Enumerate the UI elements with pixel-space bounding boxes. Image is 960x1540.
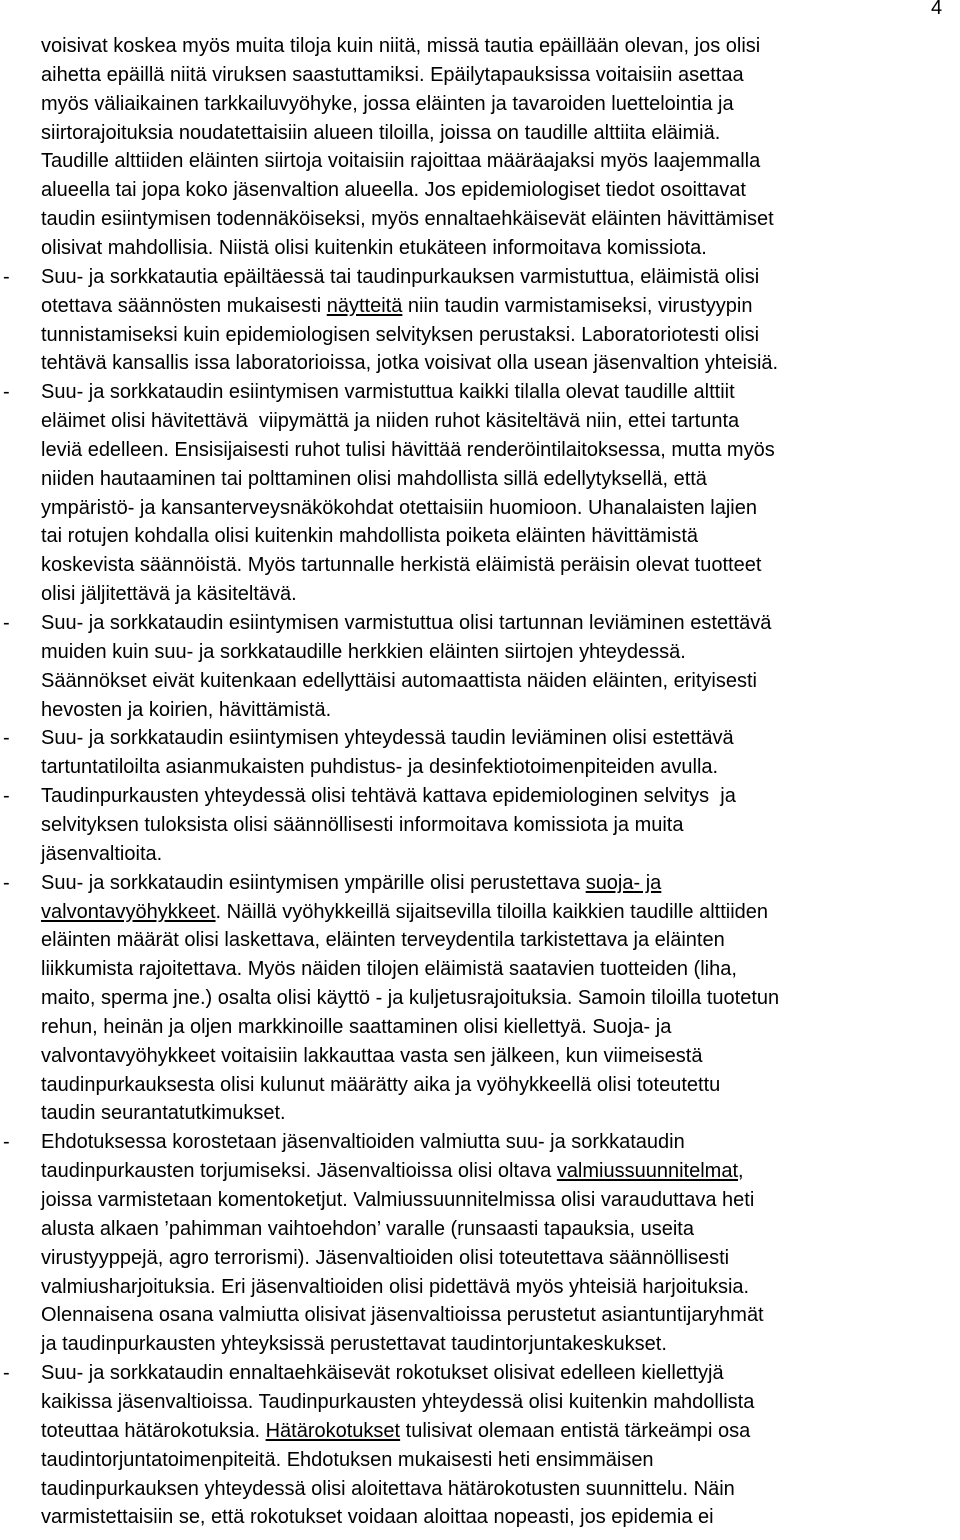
text-line bbox=[41, 1390, 754, 1414]
underlined-text: Hätärokotukset bbox=[265, 1419, 401, 1442]
underlined-text: valvontavyöhykkeet bbox=[41, 900, 216, 923]
text-line bbox=[41, 323, 759, 347]
text-segment: ympäristö- ja kansanterveysnäkökohdat otettaisiin huomioon. Uhanalaisten lajien bbox=[41, 496, 757, 519]
text-line bbox=[41, 842, 162, 866]
text-line bbox=[41, 1246, 729, 1270]
text-segment: taudinpurkauksesta olisi kulunut määrätty aika ja vyöhykkeellä olisi toteutettu bbox=[41, 1073, 721, 1096]
text-segment: niiden hautaaminen tai polttaminen olisi mahdollista sillä edellytyksellä, että bbox=[41, 467, 707, 490]
text-segment: koskevista säännöistä. Myös tartunnalle herkistä eläimistä peräisin olevat tuotteet bbox=[41, 554, 762, 577]
text-segment: toteuttaa hätärokotuksia. bbox=[41, 1419, 266, 1442]
text-segment: jäsenvaltioita. bbox=[41, 842, 163, 865]
text-line bbox=[41, 1361, 724, 1385]
text-line bbox=[41, 438, 775, 462]
text-line bbox=[41, 63, 744, 87]
text-line bbox=[41, 669, 757, 693]
list-bullet-dash: - bbox=[3, 612, 10, 634]
text-segment: olisi jäljitettävä ja käsiteltävä. bbox=[41, 583, 297, 606]
list-bullet-dash: - bbox=[3, 265, 10, 288]
list-bullet-dash: - bbox=[3, 381, 10, 404]
text-line bbox=[41, 813, 683, 837]
text-segment: Taudinpurkausten yhteydessä olisi tehtävä kattava epidemiologinen selvitys ja bbox=[41, 785, 736, 808]
text-segment: taudin seurantatutkimukset. bbox=[41, 1102, 286, 1125]
text-line bbox=[41, 409, 739, 433]
text-line bbox=[41, 1448, 654, 1472]
text-line bbox=[41, 1332, 667, 1356]
text-segment: tartuntatiloilta asianmukaisten puhdistus- ja desinfektiotoimenpiteiden avulla. bbox=[41, 756, 719, 779]
text-line bbox=[41, 640, 686, 664]
text-line bbox=[41, 1217, 694, 1241]
text-line bbox=[41, 149, 760, 173]
text-line bbox=[41, 496, 757, 520]
text-segment: rehun, heinän ja oljen markkinoille saattaminen olisi kiellettyä. Suoja- ja bbox=[41, 1015, 672, 1038]
text-line bbox=[41, 1101, 286, 1125]
text-segment: eläimet olisi hävitettävä viipymättä ja niiden ruhot käsiteltävä niin, ettei tartunta bbox=[41, 410, 740, 433]
text-segment: virustyyppejä, agro terrorismi). Jäsenvaltioiden olisi toteutettava säännöllisesti bbox=[41, 1246, 730, 1269]
text-segment: tai rotujen kohdalla olisi kuitenkin mahdollista poiketa eläinten hävittämistä bbox=[41, 525, 699, 548]
text-segment: alueella tai jopa koko jäsenvaltion alueella. Jos epidemiologiset tiedot osoittavat bbox=[41, 179, 746, 202]
text-segment: niin taudin varmistamiseksi, virustyypin bbox=[402, 294, 753, 317]
text-segment: joissa varmistetaan komentoketjut. Valmiussuunnitelmissa olisi varauduttava heti bbox=[41, 1189, 755, 1211]
text-line bbox=[41, 553, 761, 577]
text-line bbox=[41, 611, 771, 635]
text-line bbox=[41, 755, 718, 779]
text-line bbox=[41, 1419, 750, 1443]
text-line bbox=[41, 380, 735, 404]
text-segment: Suu- ja sorkkataudin esiintymisen yhteydessä taudin leviäminen olisi estettävä bbox=[41, 727, 734, 750]
text-segment: maito, sperma jne.) osalta olisi käyttö - ja kuljetusrajoituksia. Samoin tiloilla tuotetun bbox=[41, 987, 780, 1010]
underlined-text: valmiussuunnitelmat bbox=[556, 1160, 739, 1183]
text-line bbox=[41, 1477, 735, 1501]
text-segment: aihetta epäillä niitä viruksen saastuttamiksi. Epäilytapauksissa voitaisiin asettaa bbox=[41, 63, 744, 86]
text-segment: taudintorjuntatoimenpiteitä. Ehdotuksen mukaisesti heti ensimmäisen bbox=[41, 1448, 654, 1471]
underlined-text: näytteitä bbox=[326, 294, 403, 317]
text-segment: taudin esiintymisen todennäköiseksi, myös ennaltaehkäisevät eläinten hävittämiset bbox=[41, 208, 774, 231]
text-line bbox=[41, 1159, 744, 1183]
text-line bbox=[41, 1015, 671, 1039]
text-line bbox=[41, 178, 746, 202]
text-segment: tulisivat olemaan entistä tärkeämpi osa bbox=[400, 1419, 751, 1442]
text-segment: valvontavyöhykkeet voitaisiin lakkauttaa vasta sen jälkeen, kun viimeisestä bbox=[41, 1044, 703, 1067]
text-line bbox=[41, 582, 297, 606]
text-line bbox=[41, 351, 778, 375]
text-segment: Suu- ja sorkkataudin esiintymisen varmistuttua kaikki tilalla olevat taudille alttiit bbox=[41, 381, 735, 404]
text-line bbox=[41, 784, 736, 808]
text-line bbox=[41, 34, 760, 58]
text-segment: hevosten ja koirien, hävittämistä. bbox=[41, 698, 332, 721]
text-line bbox=[41, 524, 698, 548]
text-segment: voisivat koskea myös muita tiloja kuin niitä, missä tautia epäillään olevan, jos olisi bbox=[41, 35, 761, 57]
text-segment: alusta alkaen ’pahimman vaihtoehdon’ varalle (runsaasti tapauksia, useita bbox=[41, 1217, 694, 1240]
text-line bbox=[41, 871, 661, 895]
list-bullet-dash: - bbox=[3, 785, 10, 808]
text-line bbox=[41, 698, 331, 722]
text-line bbox=[41, 900, 768, 924]
text-line bbox=[41, 92, 734, 116]
text-segment: olisivat mahdollisia. Niistä olisi kuitenkin etukäteen informoitava komissiota. bbox=[41, 236, 707, 259]
text-line bbox=[41, 265, 759, 289]
list-bullet-dash: - bbox=[3, 727, 10, 750]
text-segment: muiden kuin suu- ja sorkkataudille herkkien eläinten siirtojen yhteydessä. bbox=[41, 640, 686, 663]
text-segment: Suu- ja sorkkatautia epäiltäessä tai taudinpurkauksen varmistuttua, eläimistä olisi bbox=[41, 265, 760, 288]
text-line bbox=[41, 1130, 685, 1154]
page-number: 4 bbox=[931, 0, 943, 19]
text-segment: leviä edelleen. Ensisijaisesti ruhot tulisi hävittää renderöintilaitoksessa, mutta myös bbox=[41, 438, 775, 461]
text-segment: Suu- ja sorkkataudin esiintymisen varmistuttua olisi tartunnan leviäminen estettävä bbox=[41, 612, 772, 634]
text-line bbox=[41, 1303, 764, 1327]
text-segment: eläinten määrät olisi laskettava, eläinten terveydentila tarkistettava ja eläinten bbox=[41, 929, 725, 952]
text-segment: kaikissa jäsenvaltioissa. Taudinpurkausten yhteydessä olisi kuitenkin mahdollista bbox=[41, 1390, 755, 1413]
text-line bbox=[41, 928, 725, 952]
text-segment: Säännökset eivät kuitenkaan edellyttäisi automaattista näiden eläinten, erityisesti bbox=[41, 669, 757, 692]
text-line bbox=[41, 957, 737, 981]
text-segment: Suu- ja sorkkataudin ennaltaehkäisevät rokotukset olisivat edelleen kiellettyjä bbox=[41, 1362, 724, 1385]
text-line bbox=[41, 294, 752, 318]
text-segment: Olennaisena osana valmiutta olisivat jäsenvaltioissa perustetut asiantuntijaryhmät bbox=[41, 1304, 764, 1327]
text-line bbox=[41, 121, 720, 145]
text-line bbox=[41, 986, 779, 1010]
text-line bbox=[41, 1275, 749, 1299]
text-segment: siirtorajoituksia noudatettaisiin alueen tiloilla, joissa on taudille alttiita eläimiä. bbox=[41, 121, 721, 144]
text-segment: tehtävä kansallis issa laboratorioissa, jotka voisivat olla usean jäsenvaltion yhteisiä. bbox=[41, 352, 779, 375]
underlined-text: suoja- ja bbox=[585, 871, 662, 894]
text-segment: myös väliaikainen tarkkailuvyöhyke, jossa eläinten ja tavaroiden luettelointia ja bbox=[41, 92, 734, 115]
text-segment: Suu- ja sorkkataudin esiintymisen ympärille olisi perustettava bbox=[41, 871, 586, 894]
text-line bbox=[41, 1188, 754, 1212]
text-line bbox=[41, 236, 707, 260]
text-segment: otettava säännösten mukaisesti bbox=[41, 294, 327, 317]
text-line bbox=[41, 726, 734, 750]
text-segment: varmistettaisiin se, että rokotukset voidaan aloittaa nopeasti, jos epidemia ei bbox=[41, 1506, 714, 1529]
list-bullet-dash: - bbox=[3, 1362, 10, 1385]
text-segment: ja taudinpurkausten yhteyksissä perustettavat taudintorjuntakeskukset. bbox=[41, 1333, 667, 1356]
text-segment: valmiusharjoituksia. Eri jäsenvaltioiden olisi pidettävä myös yhteisiä harjoituksia. bbox=[41, 1275, 750, 1298]
text-segment: , bbox=[738, 1160, 744, 1183]
text-segment: Taudille alttiiden eläinten siirtoja voitaisiin rajoittaa määräajaksi myös laajemmalla bbox=[41, 150, 761, 173]
text-segment: taudinpurkausten torjumiseksi. Jäsenvaltioissa olisi oltava bbox=[41, 1160, 557, 1183]
text-line bbox=[41, 207, 774, 231]
text-segment: tunnistamiseksi kuin epidemiologisen selvityksen perustaksi. Laboratoriotesti olisi bbox=[41, 323, 760, 346]
list-bullet-dash: - bbox=[3, 1131, 10, 1154]
text-line bbox=[41, 1505, 714, 1529]
text-line bbox=[41, 1073, 720, 1097]
text-line bbox=[41, 1044, 702, 1068]
text-segment: Ehdotuksessa korostetaan jäsenvaltioiden valmiutta suu- ja sorkkataudin bbox=[41, 1131, 685, 1154]
text-segment: liikkumista rajoitettava. Myös näiden tilojen eläimistä saatavien tuotteiden (liha, bbox=[41, 958, 737, 981]
list-bullet-dash: - bbox=[3, 871, 10, 894]
text-segment: taudinpurkauksen yhteydessä olisi aloitettava hätärokotusten suunnittelu. Näin bbox=[41, 1477, 735, 1500]
text-line bbox=[41, 467, 707, 491]
text-segment: selvityksen tuloksista olisi säännöllisesti informoitava komissiota ja muita bbox=[41, 813, 684, 836]
text-segment: . Näillä vyöhykkeillä sijaitsevilla tiloilla kaikkien taudille alttiiden bbox=[215, 900, 769, 923]
